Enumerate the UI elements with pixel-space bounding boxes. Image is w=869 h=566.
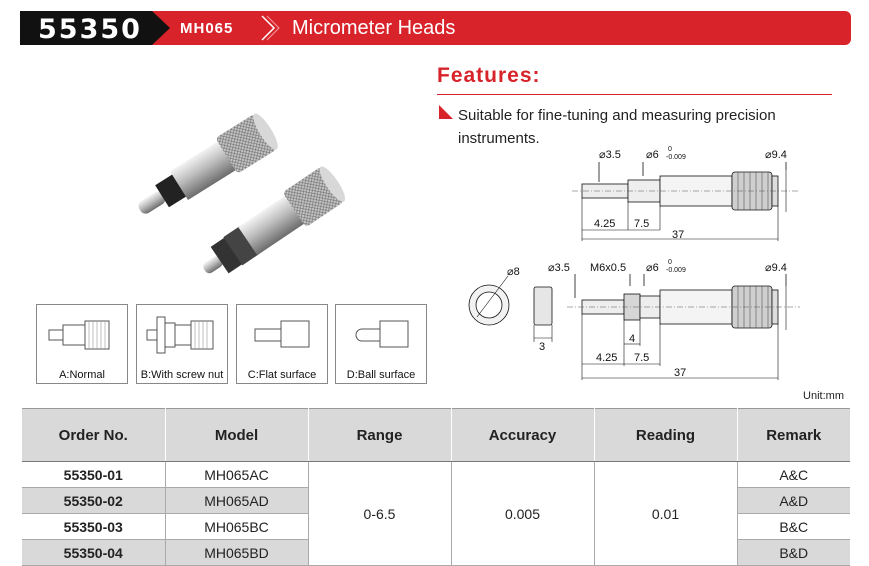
cell-accuracy: 0.005 xyxy=(451,462,594,566)
dim-len-total-b: 37 xyxy=(674,367,687,379)
dim-thread: M6x0.5 xyxy=(590,262,627,274)
product-title: Micrometer Heads xyxy=(292,17,456,39)
dim-stem-dia: ⌀6 xyxy=(646,149,659,161)
dim-spindle-dia: ⌀3.5 xyxy=(599,149,621,161)
cell-order-no: 55350-02 xyxy=(22,488,165,514)
dim-len-b: 7.5 xyxy=(634,218,650,230)
dimension-drawing-screw-nut xyxy=(462,258,802,384)
header-range: Range xyxy=(308,409,451,462)
type-b-label: B:With screw nut xyxy=(140,369,224,381)
header-order-no: Order No. xyxy=(22,409,165,462)
banner-red-bar xyxy=(130,11,851,45)
dim-nut-dia: ⌀8 xyxy=(507,266,520,278)
dim-stem-tol-upper: 0 xyxy=(668,146,672,153)
type-b-sketch xyxy=(137,309,227,363)
type-a-sketch xyxy=(37,309,127,363)
type-d-box xyxy=(335,304,427,384)
cell-reading: 0.01 xyxy=(594,462,737,566)
dim-stem-tol-upper-b: 0 xyxy=(668,259,672,266)
dim-len-a-b: 4.25 xyxy=(596,352,618,364)
type-d-label: D:Ball surface xyxy=(346,369,416,381)
chevron-right-icon xyxy=(258,14,280,42)
dim-stem-tol-lower: -0.009 xyxy=(666,154,686,161)
cell-remark: B&D xyxy=(737,540,850,566)
header-banner xyxy=(20,11,851,45)
cell-remark: B&C xyxy=(737,514,850,540)
dim-thimble-dia: ⌀9.4 xyxy=(765,149,787,161)
type-a-box xyxy=(36,304,128,384)
table-header-row xyxy=(22,409,850,462)
features-title: Features: xyxy=(437,64,541,87)
header-remark: Remark xyxy=(737,409,850,462)
dim-stem-dia-b: ⌀6 xyxy=(646,262,659,274)
dim-spindle-dia-b: ⌀3.5 xyxy=(548,262,570,274)
dim-len-total: 37 xyxy=(672,229,685,241)
triangle-bullet-icon xyxy=(439,105,453,119)
dim-len-a: 4.25 xyxy=(594,218,616,230)
type-c-sketch xyxy=(237,309,327,363)
dim-stem-tol-lower-b: -0.009 xyxy=(666,267,686,274)
type-d-sketch xyxy=(336,309,426,363)
feature-item: Suitable for fine-tuning and measuring precision instruments. xyxy=(458,107,776,147)
dim-nut-width: 3 xyxy=(539,341,546,353)
cell-model: MH065AD xyxy=(165,488,308,514)
table-row xyxy=(22,462,850,488)
cell-range: 0-6.5 xyxy=(308,462,451,566)
model-code: MH065 xyxy=(180,20,234,37)
type-b-box xyxy=(136,304,228,384)
features-divider xyxy=(437,94,832,95)
unit-label: Unit:mm xyxy=(803,390,844,402)
type-a-label: A:Normal xyxy=(59,369,105,381)
cell-model: MH065BD xyxy=(165,540,308,566)
spec-table xyxy=(22,408,850,566)
header-model: Model xyxy=(165,409,308,462)
type-c-label: C:Flat surface xyxy=(247,369,317,381)
type-c-box xyxy=(236,304,328,384)
dim-nut-len: 4 xyxy=(629,333,636,345)
cell-model: MH065BC xyxy=(165,514,308,540)
header-accuracy: Accuracy xyxy=(451,409,594,462)
cell-order-no: 55350-03 xyxy=(22,514,165,540)
dimension-drawing-normal xyxy=(572,146,802,246)
cell-model: MH065AC xyxy=(165,462,308,488)
cell-order-no: 55350-04 xyxy=(22,540,165,566)
header-reading: Reading xyxy=(594,409,737,462)
order-code: 55350 xyxy=(38,14,142,45)
product-photo xyxy=(120,92,360,282)
cell-remark: A&D xyxy=(737,488,850,514)
cell-remark: A&C xyxy=(737,462,850,488)
dim-len-b-b: 7.5 xyxy=(634,352,650,364)
dim-thimble-dia-b: ⌀9.4 xyxy=(765,262,787,274)
cell-order-no: 55350-01 xyxy=(22,462,165,488)
